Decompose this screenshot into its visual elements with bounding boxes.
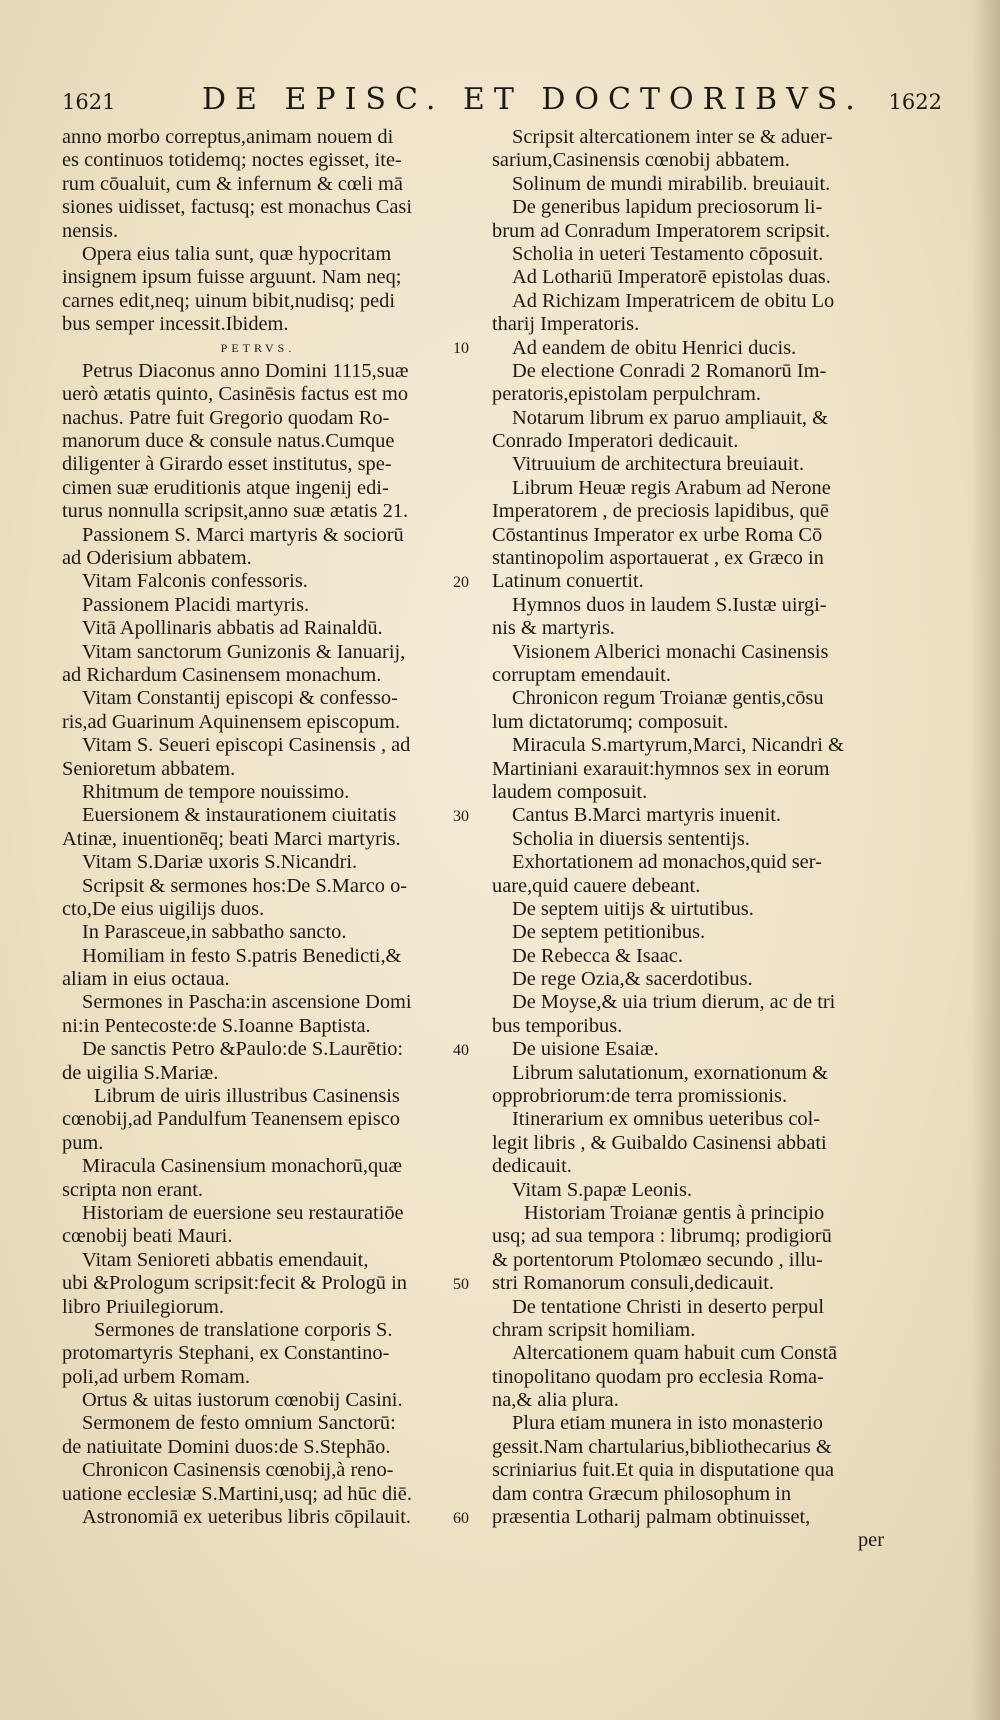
left-column-line: cœnobij,ad Pandulfum Teanensem episco (62, 1108, 400, 1131)
right-column-line: Historiam Troianæ gentis à principio (524, 1201, 825, 1224)
right-column-line: De electione Conradi 2 Romanorū Im- (512, 359, 827, 382)
left-column-line: de natiuitate Domini duos:de S.Stephāo. (62, 1435, 391, 1458)
left-column-line: carnes edit,neq; uinum bibit,nudisq; pedi (62, 289, 395, 312)
line-number: 40 (453, 1041, 469, 1059)
right-column-line: De septem petitionibus. (512, 921, 706, 944)
left-column-line: ad Oderisium abbatem. (62, 547, 252, 570)
line-number: 50 (453, 1275, 469, 1293)
left-column-line: scripta non erant. (62, 1178, 203, 1201)
right-column-line: Imperatorem , de preciosis lapidibus, quē (492, 500, 829, 523)
right-column-line: De Rebecca & Isaac. (512, 944, 683, 967)
left-column-line: siones uidisset, factusq; est monachus Casi (62, 196, 412, 219)
left-column-line: Vitam Constantij episcopi & confesso- (82, 687, 398, 710)
left-column-line: Scripsit & sermones hos:De S.Marco o- (82, 874, 408, 897)
right-column-line: Librum salutationum, exornationum & (512, 1061, 829, 1084)
left-column-line: ubi &Prologum scripsit:fecit & Prologū in (62, 1272, 407, 1295)
left-column-line: Astronomiā ex ueteribus libris cōpilauit. (82, 1506, 412, 1529)
right-column-line: Librum Heuæ regis Arabum ad Nerone (512, 476, 831, 499)
left-column-line: pum. (62, 1131, 104, 1154)
left-column-line: Rhitmum de tempore nouissimo. (82, 780, 350, 803)
left-column-line: Sermones in Pascha:in ascensione Domi (82, 991, 412, 1014)
right-column-line: opprobriorum:de terra promissionis. (492, 1085, 788, 1108)
right-column-line: De uisione Esaiæ. (512, 1038, 659, 1061)
right-column (492, 126, 884, 1553)
left-column-line: Passionem S. Marci martyris & sociorū (82, 523, 404, 546)
left-column-line: es continuos totidemq; noctes egisset, ite- (62, 149, 402, 172)
right-column-line: nis & martyris. (492, 617, 615, 640)
right-column-line: tharij Imperatoris. (492, 313, 640, 336)
left-column-line: Passionem Placidi martyris. (82, 593, 310, 616)
left-column-line: Vitam sanctorum Gunizonis & Ianuarij, (82, 640, 406, 663)
left-column-line: manorum duce & consule natus.Cumque (62, 430, 395, 453)
left-column-line: de uigilia S.Mariæ. (62, 1061, 219, 1084)
right-column-line: per (857, 1529, 884, 1552)
left-column-line: cœnobij beati Mauri. (62, 1225, 233, 1248)
right-column-line: Cōstantinus Imperator ex urbe Roma Cō (492, 523, 823, 546)
right-column-line: Notarum librum ex paruo ampliauit, & (512, 406, 828, 429)
left-column-line: Euersionem & instaurationem ciuitatis (82, 804, 397, 827)
right-column-line: De Moyse,& uia trium dierum, ac de tri (512, 991, 836, 1014)
left-column-line: Sermonem de festo omnium Sanctorū: (82, 1412, 396, 1435)
left-column-line: Petrus Diaconus anno Domini 1115,suæ (82, 359, 409, 382)
right-column-line: Visionem Alberici monachi Casinensis (512, 640, 829, 663)
right-column-line: usq; ad sua tempora : librumq; prodigiorū (492, 1225, 832, 1248)
right-column-line: Ad eandem de obitu Henrici ducis. (512, 336, 797, 359)
left-column-line: Miracula Casinensium monachorū,quæ (82, 1155, 402, 1178)
left-column (62, 126, 454, 1529)
line-number: 60 (453, 1509, 469, 1527)
left-column-line: uerò ætatis quinto, Casinēsis factus est mo (62, 383, 409, 406)
right-column-line: Hymnos duos in laudem S.Iustæ uirgi- (512, 593, 827, 616)
right-column-line: Itinerarium ex omnibus ueteribus col- (512, 1108, 821, 1131)
left-column-line: uatione ecclesiæ S.Martini,usq; ad hūc diē. (62, 1482, 412, 1505)
right-column-line: Martiniani exarauit:hymnos sex in eorum (492, 757, 830, 780)
left-column-line: libro Priuilegiorum. (62, 1295, 224, 1318)
right-column-line: uare,quid cauere debeant. (492, 874, 701, 897)
right-column-line: stantinopolim asportauerat , ex Græco in (492, 547, 824, 570)
left-column-line: ris,ad Guarinum Aquinensem episcopum. (62, 710, 401, 733)
page-header (62, 82, 942, 122)
page-number-left: 1621 (62, 90, 116, 114)
left-column-line: Vitā Apollinaris abbatis ad Rainaldū. (82, 617, 383, 640)
page-edge-shadow (970, 0, 1000, 1720)
right-column-line: legit libris , & Guibaldo Casinensi abbati (492, 1131, 827, 1154)
right-column-line: Latinum conuertit. (492, 570, 644, 593)
right-column-line: peratoris,epistolam perpulchram. (492, 383, 761, 406)
left-column-line: rum cōualuit, cum & infernum & cœli mā (62, 172, 403, 195)
line-number: 20 (453, 573, 469, 591)
left-column-line: nensis. (62, 219, 119, 242)
right-column-line: lum dictatorumq; composuit. (492, 710, 729, 733)
left-column-line: De sanctis Petro &Paulo:de S.Laurētio: (82, 1038, 404, 1061)
right-column-line: Miracula S.martyrum,Marci, Nicandri & (512, 734, 844, 757)
right-column-line: sarium,Casinensis cœnobij abbatem. (492, 149, 790, 172)
right-column-line: dedicauit. (492, 1155, 572, 1178)
right-column-line: Vitruuium de architectura breuiauit. (512, 453, 805, 476)
right-column-line: De rege Ozia,& sacerdotibus. (512, 968, 753, 991)
right-column-line: De tentatione Christi in deserto perpul (512, 1295, 825, 1318)
left-column-line: protomartyris Stephani, ex Constantino- (62, 1342, 390, 1365)
left-column-line: Librum de uiris illustribus Casinensis (94, 1085, 400, 1108)
left-column-line: Atinæ, inuentionēq; beati Marci martyris. (62, 827, 401, 850)
line-number: 10 (453, 339, 469, 357)
right-column-line: tinopolitano quodam pro ecclesia Roma- (492, 1365, 824, 1388)
right-column-line: Plura etiam munera in isto monasterio (512, 1412, 823, 1435)
left-column-line: aliam in eius octaua. (62, 968, 230, 991)
right-column-line: De generibus lapidum preciosorum li- (512, 196, 823, 219)
left-column-line: bus semper incessit.Ibidem. (62, 313, 289, 336)
right-column-line: Altercationem quam habuit cum Constā (512, 1342, 838, 1365)
left-column-line: cto,De eius uigilijs duos. (62, 897, 265, 920)
left-column-line: PETRVS. (220, 340, 296, 355)
right-column-line: Scholia in diuersis sententijs. (512, 827, 750, 850)
left-column-line: Vitam Falconis confessoris. (82, 570, 308, 593)
right-column-line: Ad Richizam Imperatricem de obitu Lo (512, 289, 835, 312)
left-column-line: poli,ad urbem Romam. (62, 1365, 251, 1388)
right-column-line: gessit.Nam chartularius,bibliothecarius & (492, 1435, 832, 1458)
left-column-line: diligenter à Girardo esset institutus, spe- (62, 453, 392, 476)
left-column-line: Sermones de translatione corporis S. (94, 1318, 393, 1341)
right-column-line: corruptam emendauit. (492, 663, 671, 686)
right-column-line: De septem uitijs & uirtutibus. (512, 897, 754, 920)
left-column-line: Vitam S. Seueri episcopi Casinensis , ad (82, 734, 411, 757)
left-column-line: Senioretum abbatem. (62, 757, 236, 780)
right-column-line: & portentorum Ptolomæo secundo , illu- (492, 1248, 823, 1271)
left-column-line: Ortus & uitas iustorum cœnobij Casini. (82, 1389, 403, 1412)
left-column-line: nachus. Patre fuit Gregorio quodam Ro- (62, 406, 390, 429)
right-column-line: Scripsit altercationem inter se & aduer- (512, 126, 833, 148)
right-column-line: Scholia in ueteri Testamento cōposuit. (512, 242, 824, 265)
right-column-line: Conrado Imperatori dedicauit. (492, 430, 739, 453)
left-column-line: cimen suæ eruditionis atque ingenij edi- (62, 476, 389, 499)
right-column-line: Cantus B.Marci martyris inuenit. (512, 804, 782, 827)
left-column-line: ad Richardum Casinensem monachum. (62, 663, 382, 686)
left-column-line: anno morbo correptus,animam nouem di (62, 126, 394, 148)
right-column-line: laudem composuit. (492, 780, 648, 803)
right-column-line: na,& alia plura. (492, 1389, 619, 1412)
right-column-line: brum ad Conradum Imperatorem scripsit. (492, 219, 831, 242)
left-column-line: insignem ipsum fuisse arguunt. Nam neq; (62, 266, 402, 289)
line-number: 30 (453, 807, 469, 825)
right-column-line: scriniarius fuit.Et quia in disputatione qua (492, 1459, 835, 1482)
right-column-line: Vitam S.papæ Leonis. (512, 1178, 693, 1201)
right-column-line: bus temporibus. (492, 1014, 623, 1037)
right-column-line: præsentia Lotharij palmam obtinuisset, (492, 1506, 811, 1529)
left-column-line: Vitam Senioreti abbatis emendauit, (82, 1248, 369, 1271)
right-column-line: Solinum de mundi mirabilib. breuiauit. (512, 172, 831, 195)
right-column-line: dam contra Græcum philosophum in (492, 1482, 792, 1505)
right-column-line: Chronicon regum Troianæ gentis,cōsu (512, 687, 824, 710)
left-column-line: Historiam de euersione seu restauratiōe (82, 1201, 404, 1224)
right-column-line: chram scripsit homiliam. (492, 1318, 696, 1341)
left-column-line: In Parasceue,in sabbatho sancto. (82, 921, 347, 944)
right-column-line: Exhortationem ad monachos,quid ser- (512, 851, 822, 874)
left-column-line: turus nonnulla scripsit,anno suæ ætatis 21. (62, 500, 409, 523)
left-column-line: Opera eius talia sunt, quæ hypocritam (82, 242, 392, 265)
left-column-line: Vitam S.Dariæ uxoris S.Nicandri. (82, 851, 358, 874)
left-column-line: ni:in Pentecoste:de S.Ioanne Baptista. (62, 1014, 371, 1037)
right-column-line: Ad Lothariū Imperatorē epistolas duas. (512, 266, 831, 289)
left-column-line: Homiliam in festo S.patris Benedicti,& (82, 944, 402, 967)
page-number-right: 1622 (888, 90, 942, 114)
right-column-line: stri Romanorum consuli,dedicauit. (492, 1272, 775, 1295)
left-column-line: Chronicon Casinensis cœnobij,à reno- (82, 1459, 394, 1482)
running-title: DE EPISC. ET DOCTORIBVS. (202, 82, 864, 117)
